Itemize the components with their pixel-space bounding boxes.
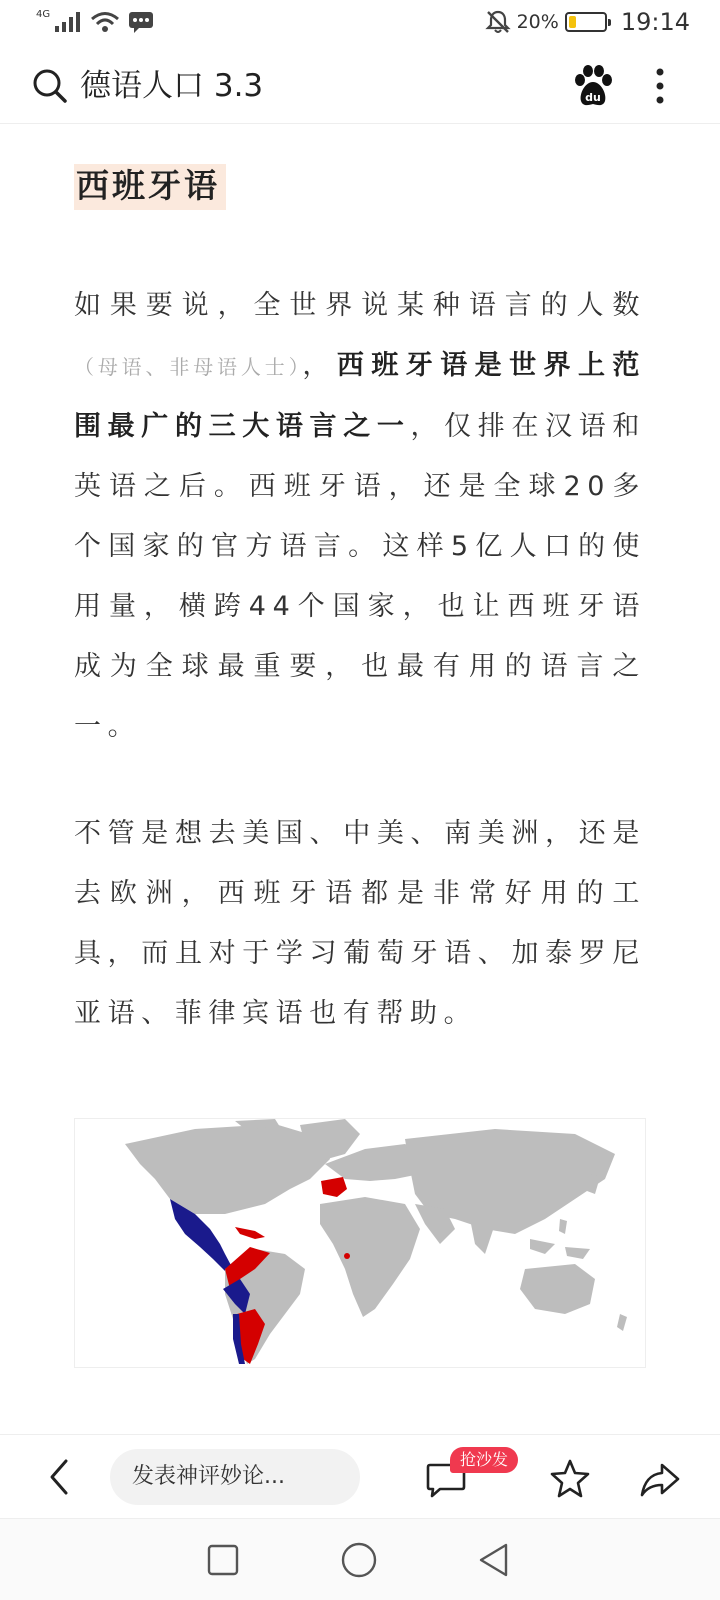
para1-highlight: 西班牙语是世界上范围最广的三大语言之一 [74, 350, 647, 442]
mute-icon [485, 9, 511, 35]
app-header [0, 48, 720, 124]
wifi-icon [90, 11, 120, 33]
section-title: 西班牙语 [74, 164, 226, 210]
article-paragraph-1 [74, 276, 646, 757]
spanish-world-map[interactable] [74, 1118, 646, 1368]
star-icon[interactable] [548, 1457, 592, 1501]
network-type: 4G [36, 8, 51, 20]
comment-input[interactable]: 发表神评妙论... [110, 1449, 360, 1505]
baidu-paw-icon[interactable] [572, 64, 614, 108]
search-query[interactable]: 德语人口 3.3 [80, 68, 264, 104]
clock: 19:14 [620, 8, 690, 36]
status-left [36, 10, 154, 34]
nav-back-icon[interactable] [476, 1541, 512, 1579]
signal-icon [54, 11, 82, 33]
bottom-toolbar [0, 1434, 720, 1518]
article-paragraph-2: 不管是想去美国、中美、南美洲，还是去欧洲，西班牙语都是非常好用的工具，而且对于学习葡萄牙语、加泰罗尼亚语、菲律宾语也有帮助。 [74, 818, 646, 1029]
status-bar [0, 0, 720, 48]
message-icon [128, 10, 154, 34]
status-right [485, 8, 690, 36]
share-icon[interactable] [638, 1457, 682, 1501]
sofa-badge[interactable]: 抢沙发 [450, 1447, 518, 1473]
search-icon[interactable] [30, 66, 70, 106]
system-nav-bar [0, 1518, 720, 1600]
para1-text-1: 如果要说，全世界说某种语言的人数 [74, 290, 646, 321]
para1-note: （母语、非母语人士） [74, 355, 303, 379]
para1-text-2: ，仅排在汉语和英语之后。西班牙语，还是全球20多个国家的官方语言。这样5亿人口的使用量，横跨44个国家，也让西班牙语成为全球最重要，也最有用的语言之一。 [74, 411, 646, 742]
battery-level [569, 16, 576, 28]
world-map-image [75, 1119, 646, 1368]
nav-recents-icon[interactable] [206, 1543, 240, 1577]
para1-comma: ， [302, 350, 337, 381]
back-icon[interactable] [40, 1455, 80, 1499]
battery-icon [565, 12, 607, 32]
svg-text:du: du [585, 91, 601, 104]
battery-percent: 20% [516, 11, 559, 33]
more-icon[interactable] [654, 66, 666, 106]
nav-home-icon[interactable] [340, 1541, 378, 1579]
